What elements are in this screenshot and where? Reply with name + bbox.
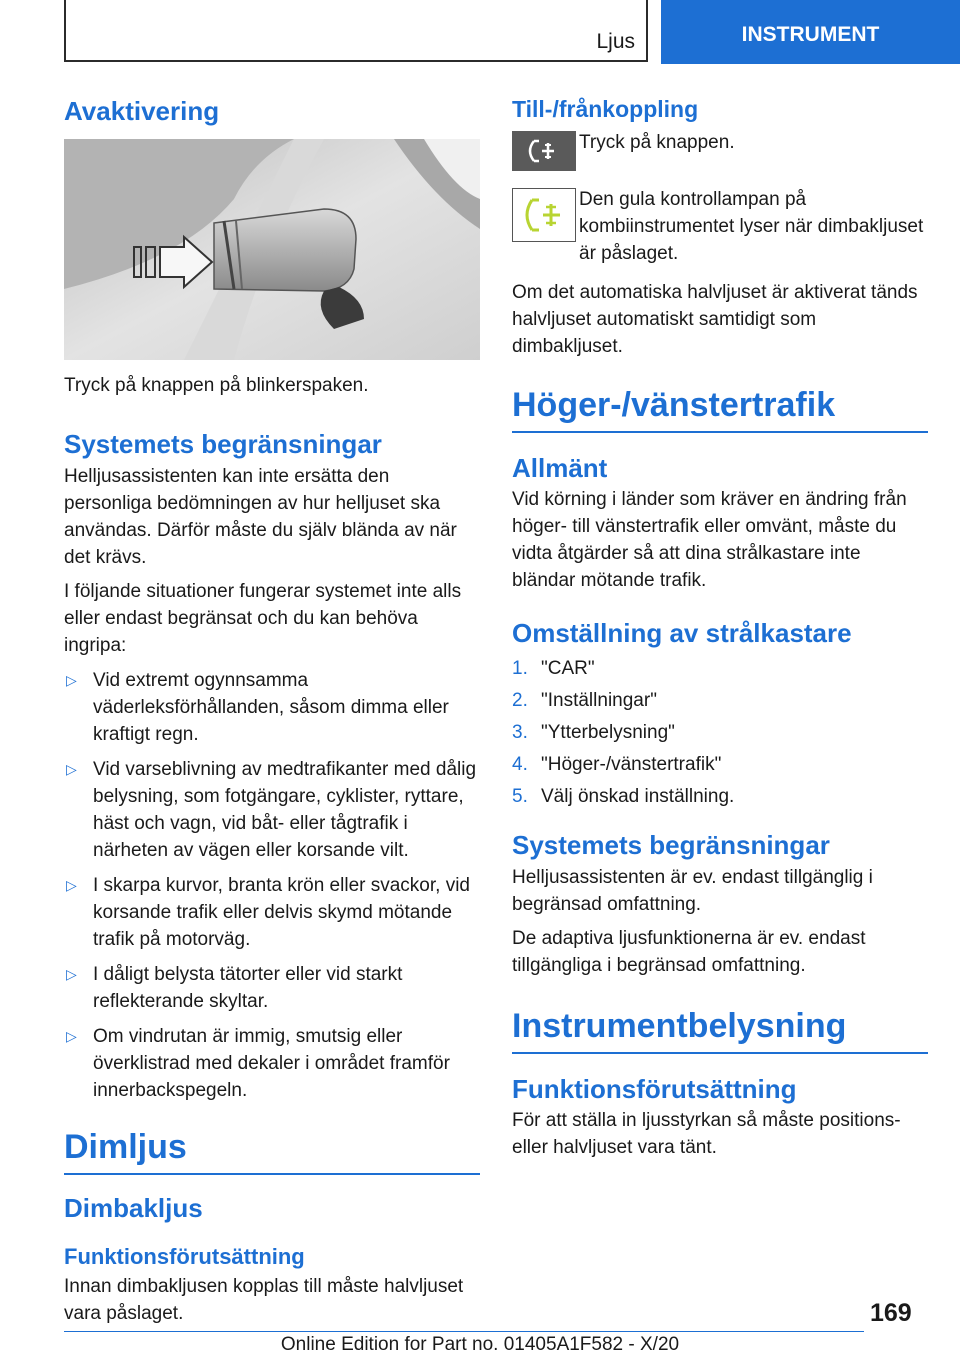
dimljus-heading: Dimljus <box>64 1128 480 1175</box>
toggle-step-1-text: Tryck på knappen. <box>579 132 735 153</box>
header-section: Ljus <box>596 30 635 53</box>
limits-paragraph-1: Helljusassistenten kan inte ersätta den personliga bedömningen av hur helljuset ska användas. Därför måste du själv blända av när det krävs. <box>64 466 457 568</box>
right-limits-paragraph-1: Helljusassistenten är ev. endast tillgänglig i begränsad omfattning. <box>512 867 873 915</box>
list-item: 3. "Ytterbelysning" <box>512 722 675 743</box>
instr-funk-text: För att ställa in ljusstyrkan så måste positions- eller halvljuset vara tänt. <box>512 1110 901 1158</box>
footer-edition: Online Edition for Part no. 01405A1F582 - X/20 <box>280 1334 680 1355</box>
toggle-step-2-text: Den gula kontrollampan på kombiinstrumentet lyser när dimbakljuset är påslaget. <box>579 189 924 264</box>
right-limits-heading: Systemets begränsningar <box>512 830 830 860</box>
avaktivering-heading: Avaktivering <box>64 96 220 126</box>
footer-divider <box>64 1331 864 1332</box>
left-column <box>64 96 480 1327</box>
list-item: ▷ Vid varseblivning av medtrafikanter med dålig belysning, som fotgängare, cyklister, ryttare, häst och vagn, vid båt- eller tågtrafik i närheten av vägen eller korsande vilt. <box>64 756 480 864</box>
general-heading: Allmänt <box>512 453 608 483</box>
instr-funk-heading: Funktionsförutsättning <box>512 1074 797 1104</box>
triangle-bullet-icon: ▷ <box>66 966 77 982</box>
triangle-bullet-icon: ▷ <box>66 877 77 893</box>
traffic-side-heading: Höger-/vänstertrafik <box>512 386 928 433</box>
figure-caption: Tryck på knappen på blinkerspaken. <box>64 375 369 396</box>
instrument-lighting-heading: Instrumentbelysning <box>512 1007 928 1054</box>
header-chapter-tab[interactable]: INSTRUMENT <box>661 0 960 64</box>
toggle-step-2 <box>512 186 928 267</box>
general-text: Vid körning i länder som kräver en ändring från höger- till vänstertrafik eller omvänt, måste du vidta åtgärder så att dina strålkastare inte bländar mötande trafik. <box>512 489 907 591</box>
page-number: 169 <box>870 1299 912 1327</box>
right-column <box>512 96 928 1161</box>
triangle-bullet-icon: ▷ <box>66 761 77 777</box>
triangle-bullet-icon: ▷ <box>66 672 77 688</box>
limits-bullet-list <box>64 667 480 1104</box>
toggle-heading: Till-/frånkoppling <box>512 96 699 122</box>
turn-signal-lever-illustration <box>64 139 480 360</box>
right-limits-paragraph-2: De adaptiva ljusfunktionerna är ev. endast tillgängliga i begränsad omfattning. <box>512 928 866 976</box>
toggle-step-1 <box>512 129 928 176</box>
dimbakljus-heading: Dimbakljus <box>64 1193 203 1223</box>
auto-low-beam-text: Om det automatiska halvljuset är aktiverat tänds halvljuset automatiskt samtidigt som dimbakljuset. <box>512 282 918 357</box>
headlight-adjust-heading: Omställning av strålkastare <box>512 618 852 648</box>
lever-drawing <box>64 139 480 360</box>
list-item: ▷ Vid extremt ogynnsamma väderleksförhållanden, såsom dimma eller kraftigt regn. <box>64 667 480 748</box>
rear-fog-button-icon <box>512 129 576 176</box>
list-item: 5. Välj önskad inställning. <box>512 786 735 807</box>
triangle-bullet-icon: ▷ <box>66 1028 77 1044</box>
list-item: ▷ I skarpa kurvor, branta krön eller svackor, vid korsande trafik eller delvis skymd mötande trafik på motorväg. <box>64 872 480 953</box>
header-frame <box>64 0 648 62</box>
list-item: 1. "CAR" <box>512 658 595 679</box>
rear-fog-indicator-icon <box>512 186 576 247</box>
list-item: ▷ Om vindrutan är immig, smutsig eller överklistrad med dekaler i området framför innerbackspegeln. <box>64 1023 480 1104</box>
adjust-steps-list <box>512 655 928 810</box>
list-item: 2. "Inställningar" <box>512 690 657 711</box>
list-item: ▷ I dåligt belysta tätorter eller vid starkt reflekterande skyltar. <box>64 961 480 1015</box>
limits-paragraph-2: I följande situationer fungerar systemet inte alls eller endast begränsat och du kan behöva ingripa: <box>64 581 462 656</box>
funktionsforutsattning-text: Innan dimbakljusen kopplas till måste halvljuset vara påslaget. <box>64 1276 464 1324</box>
funktionsforutsattning-heading: Funktionsförutsättning <box>64 1244 305 1269</box>
limits-heading: Systemets begränsningar <box>64 429 382 459</box>
list-item: 4. "Höger-/vänstertrafik" <box>512 754 722 775</box>
